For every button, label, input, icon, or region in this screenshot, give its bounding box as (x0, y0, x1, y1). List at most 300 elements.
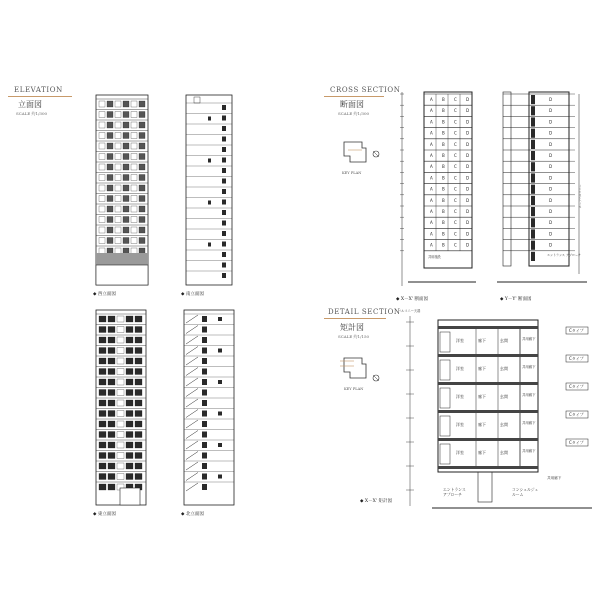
west-window (131, 101, 137, 107)
west-window (139, 101, 145, 107)
east-window (99, 337, 106, 343)
west-window (139, 133, 145, 139)
north-window (202, 400, 207, 406)
x-section-unit-letter: D (466, 108, 470, 114)
east-window (108, 379, 115, 385)
west-window (107, 196, 113, 202)
east-window (135, 390, 142, 396)
y-section-unit-letter: D (549, 108, 553, 114)
east-window (135, 327, 142, 333)
east-window (117, 369, 124, 375)
north-stair-flight (186, 315, 198, 323)
x-section-unit-letter: A (430, 141, 433, 147)
west-window (107, 238, 113, 244)
west-window (115, 238, 121, 244)
west-window (115, 101, 121, 107)
x-section-unit-letter: B (442, 97, 445, 102)
detail-section-scale: SCALE 約1/150 (338, 334, 370, 339)
north-elevation-drawing (180, 308, 240, 508)
east-window (99, 369, 106, 375)
west-window (99, 185, 105, 191)
south-window (222, 221, 226, 226)
y-section-side-text: ルーフバルコニー (578, 184, 582, 208)
west-window (131, 164, 137, 170)
detail-room-name: 玄関 (500, 338, 508, 343)
east-window (99, 453, 106, 459)
y-section-unit-letter: D (549, 164, 553, 170)
west-window (139, 154, 145, 160)
detail-balcony (440, 360, 450, 380)
east-entrance (120, 488, 140, 505)
west-window (139, 175, 145, 181)
north-window (202, 390, 207, 396)
north-small-window (218, 475, 222, 479)
east-window (135, 421, 142, 427)
west-ground-floor (96, 265, 148, 285)
east-window (135, 463, 142, 469)
west-window (99, 154, 105, 160)
elevation-rule (8, 96, 72, 97)
x-section-unit-letter: B (442, 108, 445, 114)
west-window (99, 238, 105, 244)
north-stair-flight (186, 326, 198, 334)
north-stair-flight (186, 410, 198, 418)
x-section-unit-letter: A (430, 153, 433, 158)
west-window (123, 217, 129, 223)
north-window (202, 463, 207, 469)
east-window (117, 379, 124, 385)
west-window (115, 227, 121, 233)
east-window (108, 358, 115, 364)
east-window (135, 379, 142, 385)
detail-podium-slab (438, 466, 538, 469)
y-section-balcony (531, 207, 535, 216)
south-window (222, 252, 226, 257)
y-section-unit-letter: D (549, 231, 553, 237)
north-stair-flight (186, 441, 198, 449)
cross-section-rule (324, 96, 384, 97)
detail-left-dim-text: バルコニー天端 (398, 309, 421, 313)
west-window (99, 175, 105, 181)
east-window (126, 421, 133, 427)
detail-corridor-label: 共用廊下 (522, 337, 536, 341)
west-window (107, 217, 113, 223)
x-section-unit-letter: B (442, 220, 445, 226)
east-window (108, 463, 115, 469)
x-section-unit-letter: C (454, 108, 457, 114)
north-elevation-label: ◆ 北立面図 (181, 512, 204, 517)
north-window (202, 474, 207, 480)
east-window (108, 411, 115, 417)
detail-room-name: 洋室 (456, 422, 464, 427)
y-section-balcony (531, 173, 535, 182)
east-window (126, 358, 133, 364)
west-window (131, 154, 137, 160)
detail-type-tag: Cタイプ (569, 356, 584, 361)
north-small-window (218, 317, 222, 321)
west-window (107, 206, 113, 212)
x-section-unit-letter: B (442, 209, 445, 214)
west-window (139, 196, 145, 202)
y-section-label: ◆ Y－Y' 断面図 (500, 297, 532, 302)
cross-key-plan-label: KEY PLAN (342, 171, 362, 175)
detail-room-name: 玄関 (500, 366, 508, 371)
detail-entrance-door (478, 472, 492, 502)
x-section-unit-letter: C (454, 153, 457, 158)
x-section-unit-letter: A (430, 231, 433, 237)
west-window (115, 175, 121, 181)
east-window (99, 442, 106, 448)
y-section-balcony (531, 117, 535, 126)
east-window (99, 432, 106, 438)
detail-slab (438, 326, 538, 329)
y-section-left-core (503, 92, 511, 266)
north-stair-flight (186, 483, 198, 491)
x-section-unit-letter: B (442, 186, 445, 192)
north-window (202, 453, 207, 459)
west-window (123, 133, 129, 139)
west-window (107, 133, 113, 139)
east-window (135, 453, 142, 459)
west-window (107, 175, 113, 181)
south-elevation-label: ◆ 南立面図 (181, 292, 204, 297)
x-section-unit-letter: D (466, 175, 470, 181)
detail-corridor-label: 共用廊下 (522, 365, 536, 369)
x-section-unit-letter: A (430, 175, 433, 181)
east-window (126, 390, 133, 396)
cross-section-title-jp: 断面図 (340, 100, 364, 109)
west-window (131, 185, 137, 191)
x-section-label: ◆ X－X' 断面図 (396, 297, 428, 302)
x-section-unit-letter: D (466, 220, 470, 226)
detail-corridor-label: 共用廊下 (522, 449, 536, 453)
east-window (126, 348, 133, 354)
x-section-unit-letter: A (430, 242, 433, 248)
east-window (117, 358, 124, 364)
x-section-unit-letter: C (454, 197, 457, 203)
x-section-unit-letter: B (442, 242, 445, 248)
east-window (126, 400, 133, 406)
north-stair-flight (186, 420, 198, 428)
east-window (126, 316, 133, 322)
east-window (117, 400, 124, 406)
y-section-unit-letter: D (549, 209, 553, 214)
detail-corridor-label: 共用廊下 (522, 393, 536, 397)
x-section-unit-letter: C (454, 175, 457, 181)
y-section-balcony (531, 218, 535, 227)
east-window (108, 484, 115, 490)
north-stair-flight (186, 452, 198, 460)
x-section-unit-letter: A (430, 119, 433, 125)
north-small-window (218, 349, 222, 353)
detail-section-label: ◆ X－X' 矩計図 (360, 499, 392, 504)
y-section-unit-letter: D (549, 220, 553, 226)
north-small-window (218, 443, 222, 447)
detail-room-name: 廊下 (478, 338, 486, 343)
detail-section-heading: DETAIL SECTION (328, 308, 401, 316)
y-section-unit-letter: D (549, 153, 553, 158)
x-section-unit-letter: C (454, 242, 457, 248)
west-window (99, 196, 105, 202)
x-section-unit-letter: D (466, 242, 470, 248)
west-window (99, 206, 105, 212)
x-section-unit-letter: B (442, 119, 445, 125)
west-window (139, 112, 145, 118)
north-window (202, 358, 207, 364)
detail-ground-far-right: 共用廊下 (547, 476, 562, 480)
x-section-unit-letter: A (430, 220, 433, 226)
east-window (117, 432, 124, 438)
y-section-balcony (531, 229, 535, 238)
west-window (131, 217, 137, 223)
south-window (222, 210, 226, 215)
east-window (126, 463, 133, 469)
north-window (202, 327, 207, 333)
west-podium-band (96, 253, 148, 265)
south-window (222, 105, 226, 110)
y-section-unit-letter: D (549, 242, 553, 248)
elevation-scale: SCALE 約1/300 (16, 111, 48, 116)
west-window (139, 164, 145, 170)
west-window (115, 185, 121, 191)
east-window (99, 379, 106, 385)
west-window (123, 238, 129, 244)
east-window (117, 327, 124, 333)
north-stair-flight (186, 368, 198, 376)
north-window (202, 442, 207, 448)
west-window (139, 143, 145, 149)
north-stair-flight (186, 389, 198, 397)
north-outline (184, 310, 234, 505)
north-stair-flight (186, 399, 198, 407)
east-window (108, 390, 115, 396)
south-small-window (208, 201, 211, 205)
y-section-unit-letter: D (549, 119, 553, 125)
east-window (117, 337, 124, 343)
west-window (131, 196, 137, 202)
west-window (115, 133, 121, 139)
detail-type-tag: Cタイプ (569, 328, 584, 333)
east-window (108, 453, 115, 459)
west-window (115, 206, 121, 212)
east-window (135, 358, 142, 364)
west-window (123, 227, 129, 233)
west-window (139, 206, 145, 212)
east-window (126, 474, 133, 480)
north-stair-flight (186, 378, 198, 386)
east-window (135, 348, 142, 354)
north-window (202, 484, 207, 490)
west-window (131, 133, 137, 139)
west-window (107, 154, 113, 160)
detail-type-tag: Cタイプ (569, 440, 584, 445)
east-window (135, 400, 142, 406)
detail-dimension-column (396, 310, 436, 510)
east-window (117, 453, 124, 459)
detail-ground-right: コンシェルジュ ルーム (512, 487, 539, 497)
east-window (99, 421, 106, 427)
east-window (99, 411, 106, 417)
x-section-unit-letter: A (430, 97, 433, 102)
east-window (99, 316, 106, 322)
detail-room-name: 玄関 (500, 422, 508, 427)
detail-slab (438, 382, 538, 385)
y-section-balcony (531, 129, 535, 138)
x-section-unit-letter: B (442, 153, 445, 158)
y-section-unit-letter: D (549, 186, 553, 192)
detail-room-name: 洋室 (456, 450, 464, 455)
y-section-unit-letter: D (549, 130, 553, 136)
east-window (126, 327, 133, 333)
east-window (117, 316, 124, 322)
east-window (108, 421, 115, 427)
y-section-unit-letter: D (549, 175, 553, 181)
west-window (99, 217, 105, 223)
west-window (107, 227, 113, 233)
detail-key-plan-drawing (338, 352, 382, 384)
south-window (222, 231, 226, 236)
y-section-balcony (531, 196, 535, 205)
x-section-unit-letter: D (466, 97, 470, 102)
east-window (99, 463, 106, 469)
x-section-unit-letter: A (430, 209, 433, 214)
x-section-unit-letter: C (454, 141, 457, 147)
west-window (139, 238, 145, 244)
north-window (202, 379, 207, 385)
x-section-unit-letter: A (430, 108, 433, 114)
x-section-unit-letter: B (442, 175, 445, 181)
cross-key-plan-drawing (340, 138, 380, 168)
west-window (131, 238, 137, 244)
east-window (135, 316, 142, 322)
detail-room-name: 洋室 (456, 366, 464, 371)
x-section-unit-letter: D (466, 197, 470, 203)
east-window (117, 411, 124, 417)
detail-room-name: 廊下 (478, 450, 486, 455)
west-window (99, 101, 105, 107)
east-window (108, 327, 115, 333)
east-window (108, 474, 115, 480)
north-stair-flight (186, 462, 198, 470)
west-window (139, 217, 145, 223)
north-stair-flight (186, 347, 198, 355)
elevation-heading: ELEVATION (14, 86, 63, 94)
x-section-unit-letter: A (430, 164, 433, 170)
north-small-window (218, 412, 222, 416)
detail-type-tag: Cタイプ (569, 384, 584, 389)
east-window (108, 337, 115, 343)
west-window (99, 112, 105, 118)
west-window (99, 122, 105, 128)
east-window (126, 432, 133, 438)
east-window (99, 400, 106, 406)
y-section-balcony (531, 140, 535, 149)
west-window (115, 143, 121, 149)
south-small-window (208, 117, 211, 121)
east-window (126, 453, 133, 459)
east-window (117, 463, 124, 469)
west-window (107, 185, 113, 191)
detail-slab (438, 354, 538, 357)
detail-section-drawing (432, 312, 592, 512)
x-section-unit-letter: C (454, 186, 457, 192)
detail-room-name: 廊下 (478, 366, 486, 371)
west-window (123, 122, 129, 128)
west-window (107, 122, 113, 128)
west-window (139, 185, 145, 191)
west-window (107, 112, 113, 118)
detail-section-title-jp: 矩計図 (340, 323, 364, 332)
y-section-drawing (495, 88, 590, 293)
south-window (222, 273, 226, 278)
cross-section-scale: SCALE 約1/300 (338, 111, 370, 116)
east-window (108, 316, 115, 322)
south-window (222, 200, 226, 205)
west-window (123, 185, 129, 191)
east-window (126, 411, 133, 417)
elevation-title-jp: 立面図 (18, 100, 42, 109)
south-window (222, 189, 226, 194)
x-section-unit-letter: C (454, 220, 457, 226)
west-window (123, 196, 129, 202)
detail-balcony (440, 388, 450, 408)
x-section-ground-room: 共用施設 (428, 254, 441, 259)
east-elevation-label: ◆ 東立面図 (93, 512, 116, 517)
x-section-unit-letter: D (466, 209, 470, 214)
east-window (117, 474, 124, 480)
x-section-unit-letter: C (454, 231, 457, 237)
north-stair-flight (186, 336, 198, 344)
west-window (123, 112, 129, 118)
x-section-unit-letter: D (466, 141, 470, 147)
detail-key-plan-label: KEY PLAN (344, 387, 364, 391)
east-window (135, 474, 142, 480)
detail-balcony (440, 444, 450, 464)
east-window (99, 348, 106, 354)
east-window (126, 369, 133, 375)
x-section-unit-letter: B (442, 164, 445, 170)
west-window (123, 175, 129, 181)
south-small-window (208, 243, 211, 247)
east-window (108, 369, 115, 375)
south-roof-mark (194, 97, 200, 103)
south-window (222, 263, 226, 268)
east-window (99, 327, 106, 333)
west-window (115, 217, 121, 223)
east-window (135, 432, 142, 438)
north-window (202, 432, 207, 438)
detail-room-name: 洋室 (456, 338, 464, 343)
x-section-unit-letter: D (466, 130, 470, 136)
east-window (117, 421, 124, 427)
west-window (131, 175, 137, 181)
south-window (222, 137, 226, 142)
north-window (202, 369, 207, 375)
x-section-unit-letter: D (466, 153, 470, 158)
east-window (117, 442, 124, 448)
north-window (202, 421, 207, 427)
x-section-unit-letter: B (442, 130, 445, 136)
west-window (123, 206, 129, 212)
west-window (115, 154, 121, 160)
x-section-unit-letter: D (466, 164, 470, 170)
y-section-balcony (531, 95, 535, 104)
south-window (222, 168, 226, 173)
x-section-unit-letter: D (466, 119, 470, 125)
y-section-balcony (531, 241, 535, 250)
west-window (107, 143, 113, 149)
south-window (222, 126, 226, 131)
